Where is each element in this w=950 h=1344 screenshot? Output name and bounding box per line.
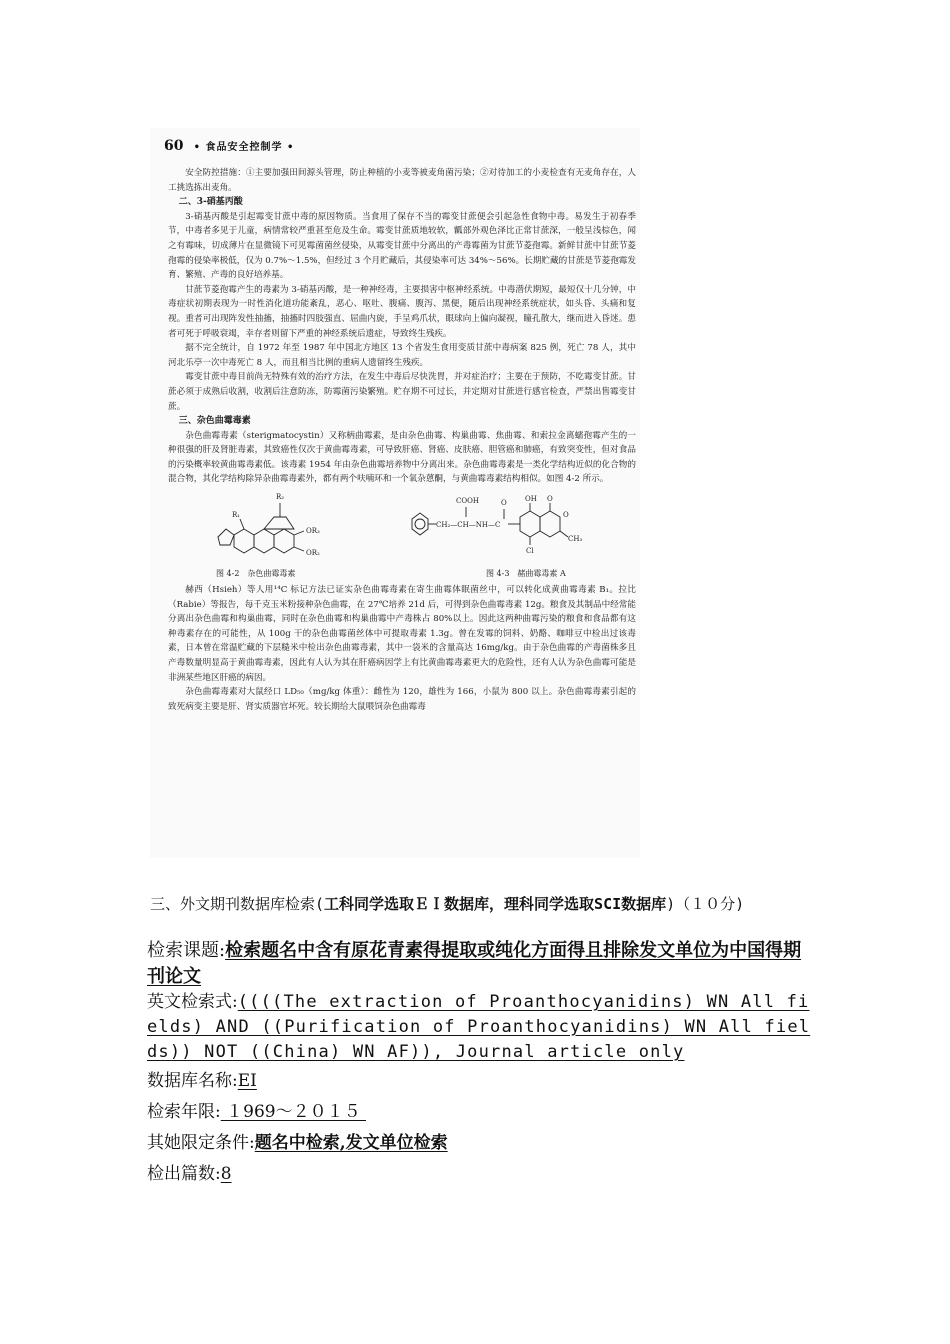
limits-row [147,1131,812,1156]
years-value: １969～２０１５ [220,1102,366,1122]
fig2-label-chain: CH₂—CH—NH—C [436,521,501,530]
scan-paragraph: 3-硝基丙酸是引起霉变甘蔗中毒的原因物质。当食用了保存不当的霉变甘蔗便会引起急性食物中毒。易发生于初春季节，中毒者多见于儿童，病情常较严重甚至危及生命。霉变甘蔗质地较软，瓤部外观色泽比正常甘蔗深，一般呈浅棕色，闻之有霉味，切成薄片在显微镜下可见霉菌菌丝侵染，从霉变甘蔗中分离出的产毒霉菌为甘蔗节菱孢霉。新鲜甘蔗中甘蔗节菱孢霉的侵染率极低，仅为 0.7%～1.5%，但经过 3 个月贮藏后，其侵染率可达 34%～56%。长期贮藏的甘蔗是节菱孢霉发育、繁殖、产毒的良好培养基。 [168,211,636,281]
fig2-label-o2: O [547,495,553,504]
count-value: 8 [220,1164,232,1184]
search-form [147,938,812,1187]
topic-row [147,938,812,990]
scan-paragraph: 杂色曲霉毒素对大鼠经口 LD₅₀（mg/kg 体重）：雌性为 120，雄性为 166，小鼠为 800 以上。杂色曲霉毒素引起的致死病变主要是肝、肾实质器官坏死。较长期给大鼠喂饲杂色曲霉毒 [168,687,636,712]
scan-header [164,138,294,154]
fig2-label-o1: O [501,499,507,508]
query-value: ((((The extraction of Proanthocyanidins) WN All fields) AND ((Purification of Proanthocyanidins) WN All fields)) NOT ((China) WN AF)), Journal article only [147,992,811,1062]
fig2-caption: 图 4-3 赭曲霉毒素 A [486,569,566,579]
scanned-page-image [150,128,640,858]
scan-paragraph: 安全防控措施：①主要加强田间源头管理，防止种植的小麦等被麦角菌污染；②对待加工的小麦检查有无麦角存在，人工挑选拣出麦角。 [168,168,636,193]
database-value: EI [237,1071,257,1091]
years-label: 检索年限: [147,1102,221,1122]
years-row [147,1100,812,1125]
scan-paragraph: 霉变甘蔗中毒目前尚无特殊有效的治疗方法，在发生中毒后尽快洗胃，并对症治疗；主要在于预防，不吃霉变甘蔗。甘蔗必须于成熟后收割，收割后注意防冻，防霉菌污染繁殖。贮存期不可过长，并定期对甘蔗进行感官检查，严禁出售霉变甘蔗。 [168,372,636,412]
database-row [147,1069,812,1094]
fig2-label-oh: OH [525,495,537,504]
page-running-title: • 食品安全控制学 • [193,142,295,153]
chemical-figures [168,489,636,581]
scan-subheading: 三、杂色曲霉毒素 [178,416,251,427]
fig1-caption: 图 4-2 杂色曲霉毒素 [216,569,296,579]
scan-paragraph: 甘蔗节菱孢霉产生的毒素为 3-硝基丙酸，是一种神经毒，主要损害中枢神经系统。中毒潜伏期短，最短仅十几分钟，中毒症状初期表现为一时性消化道功能紊乱，恶心、呕吐、腹痛、腹泻、黑便，随后出现神经系统症状，如头昏、头痛和复视。重者可出现阵发性抽搐，抽搐时四肢强直、屈曲内旋，手呈鸡爪状，眼球向上偏向凝视，瞳孔散大，继而进入昏迷。患者可死于呼吸衰竭，幸存者则留下严重的神经系统后遗症，导致终生残疾。 [168,284,636,339]
count-row [147,1162,812,1187]
section-heading-bold: 工科同学选取ＥＩ数据库，理科同学选取SCI数据库 [324,895,667,913]
scan-body [168,166,636,714]
fig1-label-r1: R₁ [232,511,241,520]
query-label: 英文检索式: [147,992,238,1012]
ochratoxin-structure [408,489,618,569]
limits-value: 题名中检索,发文单位检索 [254,1133,448,1153]
count-label: 检出篇数: [147,1164,221,1184]
fig2-label-o3: O [563,511,569,520]
section-heading [150,893,744,914]
fig1-label-or3: OR₃ [306,527,320,536]
sterigmatocystin-structure [208,489,328,569]
database-label: 数据库名称: [147,1071,238,1091]
fig2-label-ch3: CH₃ [568,535,583,544]
fig2-label-cl: Cl [526,547,534,556]
section-heading-prefix: 三、外文期刊数据库检索( [150,895,325,913]
page-number: 60 [164,138,184,154]
topic-label: 检索课题: [147,940,226,961]
scan-paragraph: 杂色曲霉毒素（sterigmatocystin）又称柄曲霉素，是由杂色曲霉、构巢曲霉、焦曲霉、和索拉金离蠕孢霉产生的一种很强的肝及肾脏毒素，其致癌性仅次于黄曲霉毒素，可导致肝癌、肾癌、皮肤癌、胆管癌和肺癌，有致突变性，但对食品的污染概率较黄曲霉毒素低。该毒素 1954 年由杂色曲霉培养物中分离出来。杂色曲霉毒素是一类化学结构近似的化合物的混合物，其化学结构除异杂曲霉毒素外，都有两个呋喃环和一个氧杂蒽酮，与黄曲霉毒素结构相似。如图 4-2 所示。 [168,430,636,485]
scan-paragraph: 赫西（Hsieh）等人用¹⁴C 标记方法已证实杂色曲霉毒素在寄生曲霉体眠菌丝中，可以转化成黄曲霉毒素 B₁。拉比（Rabie）等报告，每千克玉米粉接种杂色曲霉，在 27℃培养 21d 后，可得到杂色曲霉毒素 12g。粮食及其制品中经常能分离出杂色曲霉和构巢曲霉，同时在杂色曲霉和构巢曲霉中产毒株占 80%以上。因此这两种曲霉污染的粮食和食品都有这种毒素存在的可能性，从 100g 干的杂色曲霉菌丝体中可提取毒素 1.3g。曾在发霉的饲料、奶酪、咖啡豆中检出过该毒素，日本曾在常温贮藏的下层糙米中检出杂色曲霉毒素，其中一袋米的含量高达 16mg/kg。由于杂色曲霉的产毒菌株多且产毒数量明显高于黄曲霉毒素，因此有人认为其在肝癌病因学上有比黄曲霉毒素更大的危险性，还有人认为杂色曲霉可能是非洲某些地区肝癌的病因。 [168,585,636,683]
scan-subheading: 二、3-硝基丙酸 [178,197,243,208]
section-heading-suffix: )（１０分) [666,895,745,913]
limits-label: 其她限定条件: [147,1133,255,1153]
topic-value: 检索题名中含有原花青素得提取或纯化方面得且排除发文单位为中国得期刊论文 [147,940,802,987]
fig1-label-or2: OR₂ [306,549,320,558]
query-row [147,990,812,1065]
fig2-label-cooh: COOH [456,497,479,506]
fig1-label-r2: R₂ [276,493,285,502]
scan-paragraph: 据不完全统计，自 1972 年至 1987 年中国北方地区 13 个省发生食用变质甘蔗中毒病案 825 例，死亡 78 人，其中河北乐亭一次中毒死亡 8 人，而且相当比例的重病人遗留终生残疾。 [168,343,636,368]
